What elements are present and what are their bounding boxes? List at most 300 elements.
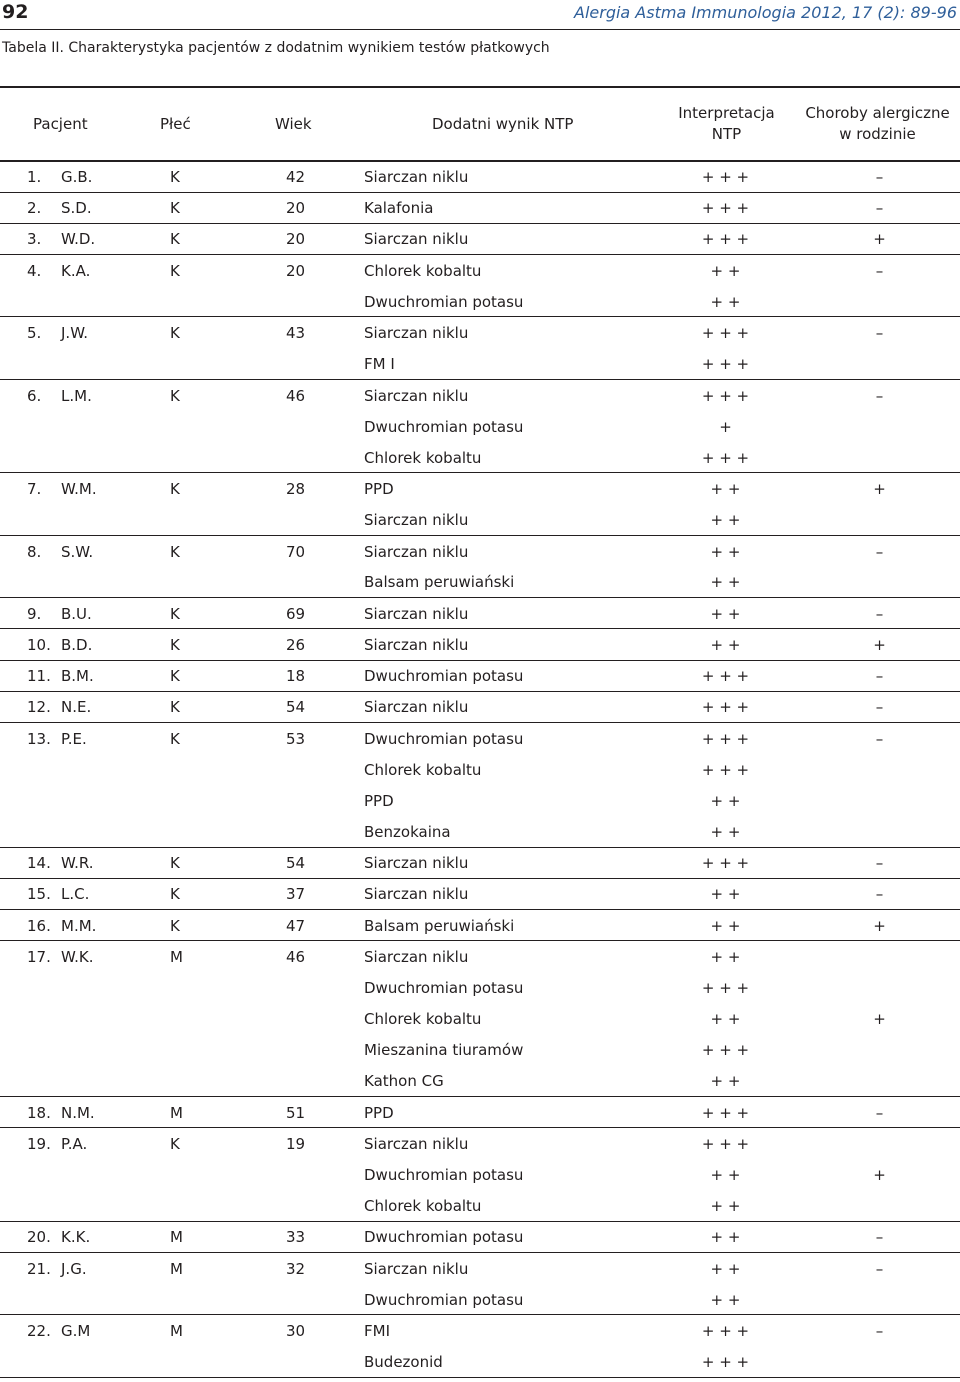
- table-row: [0, 878, 960, 909]
- test-name: Siarczan niklu: [364, 317, 664, 348]
- test-name: Mieszanina tiuramów: [364, 1041, 524, 1060]
- family-history: [793, 566, 960, 597]
- patient-initials: W.M.: [61, 480, 97, 499]
- empty-cell: [247, 1159, 364, 1190]
- patient-id-sex: [0, 223, 247, 254]
- patient-number: 20.: [27, 1228, 51, 1247]
- test-name: PPD: [364, 791, 394, 810]
- test-result: + +: [664, 598, 793, 629]
- patient-sex: K: [170, 729, 180, 748]
- family-history: [793, 816, 960, 847]
- family-history: –: [793, 1221, 960, 1252]
- patient-number: 21.: [27, 1259, 51, 1278]
- empty-cell: [247, 442, 364, 473]
- patient-age: 30: [247, 1315, 364, 1346]
- patient-sex: K: [170, 386, 180, 405]
- test-name: Chlorek kobaltu: [364, 255, 664, 286]
- table-row: [0, 1315, 960, 1346]
- empty-cell: [247, 566, 364, 597]
- test-result: + + +: [701, 978, 750, 997]
- table-row: [0, 504, 960, 535]
- test-name: Siarczan niklu: [364, 878, 664, 909]
- empty-cell: [0, 442, 247, 473]
- patient-id-sex: [0, 660, 247, 691]
- empty-cell: [247, 785, 364, 816]
- family-history: –: [793, 1253, 960, 1284]
- table-row: [0, 286, 960, 317]
- test-result: + +: [710, 1072, 741, 1091]
- patient-initials: P.E.: [61, 729, 87, 748]
- family-history: [793, 348, 960, 379]
- patient-number: 15.: [27, 885, 51, 904]
- test-result: + +: [710, 1010, 741, 1029]
- patient-sex: K: [170, 854, 180, 873]
- test-result: +: [719, 417, 732, 436]
- family-history: [793, 1128, 960, 1159]
- test-name: Chlorek kobaltu: [364, 448, 482, 467]
- table-row: [0, 691, 960, 722]
- patient-initials: B.U.: [61, 604, 92, 623]
- patient-number: 16.: [27, 916, 51, 935]
- table-row: [0, 941, 960, 972]
- family-history: –: [793, 598, 960, 629]
- test-name: Dwuchromian potasu: [364, 1221, 664, 1252]
- patient-id-sex: [0, 598, 247, 629]
- patient-initials: B.D.: [61, 635, 93, 654]
- test-name: Dwuchromian potasu: [364, 1166, 524, 1185]
- patient-initials: S.D.: [61, 199, 92, 218]
- family-history: [793, 411, 960, 442]
- table-row: [0, 785, 960, 816]
- test-result: + + +: [701, 168, 750, 187]
- patient-number: 10.: [27, 635, 51, 654]
- test-name: Dwuchromian potasu: [364, 417, 524, 436]
- test-result: + +: [710, 1290, 741, 1309]
- family-history: +: [793, 473, 960, 504]
- patient-id-sex: [0, 255, 247, 286]
- family-history: [793, 1284, 960, 1315]
- test-name: Balsam peruwiański: [364, 910, 664, 941]
- patient-id-sex: [0, 379, 247, 410]
- test-name: Dwuchromian potasu: [364, 660, 664, 691]
- patient-age: 54: [247, 847, 364, 878]
- patient-initials: K.K.: [61, 1228, 91, 1247]
- test-result: + +: [664, 1253, 793, 1284]
- patient-age: 26: [247, 629, 364, 660]
- test-result: + + +: [701, 1041, 750, 1060]
- family-history: [793, 972, 960, 1003]
- patient-number: 19.: [27, 1135, 51, 1154]
- patient-number: 4.: [27, 261, 42, 280]
- empty-cell: [0, 566, 247, 597]
- patient-age: 20: [247, 255, 364, 286]
- test-result: + + +: [701, 354, 750, 373]
- table-row: [0, 598, 960, 629]
- patient-number: 3.: [27, 230, 42, 249]
- patient-initials: G.M: [61, 1322, 91, 1341]
- family-history: [793, 785, 960, 816]
- patient-initials: J.W.: [61, 324, 89, 343]
- patient-sex: K: [170, 1135, 180, 1154]
- patient-sex: M: [170, 1259, 183, 1278]
- table-row: [0, 161, 960, 192]
- patient-initials: S.W.: [61, 542, 94, 561]
- patient-number: 8.: [27, 542, 42, 561]
- empty-cell: [247, 286, 364, 317]
- col-header-patient: Pacjent: [33, 114, 88, 133]
- test-result: + +: [664, 535, 793, 566]
- table-row: [0, 1034, 960, 1065]
- patient-age: 33: [247, 1221, 364, 1252]
- test-result: + +: [710, 292, 741, 311]
- patient-age: 19: [247, 1128, 364, 1159]
- family-history: +: [873, 1166, 886, 1185]
- table-row: [0, 1346, 960, 1377]
- patient-id-sex: [0, 941, 247, 972]
- patient-age: 20: [247, 192, 364, 223]
- patient-number: 14.: [27, 854, 51, 873]
- family-history: [793, 1065, 960, 1096]
- patient-sex: K: [170, 480, 180, 499]
- test-name: Dwuchromian potasu: [364, 1290, 524, 1309]
- empty-cell: [0, 1284, 247, 1315]
- patient-number: 2.: [27, 199, 42, 218]
- empty-cell: [0, 348, 247, 379]
- test-name: Siarczan niklu: [364, 629, 664, 660]
- test-result: + + +: [701, 760, 750, 779]
- patient-sex: K: [170, 916, 180, 935]
- col-header-test: Dodatni wynik NTP: [364, 87, 664, 161]
- family-history: –: [793, 255, 960, 286]
- patient-age: 43: [247, 317, 364, 348]
- patient-id-sex: [0, 1097, 247, 1128]
- table-row: [0, 972, 960, 1003]
- test-result: + + +: [664, 223, 793, 254]
- test-name: Dwuchromian potasu: [364, 722, 664, 753]
- table-body: [0, 161, 960, 1377]
- test-name: Siarczan niklu: [364, 691, 664, 722]
- table-row: [0, 1190, 960, 1221]
- test-result: + +: [710, 510, 741, 529]
- page-header: [0, 0, 960, 33]
- empty-cell: [247, 1003, 364, 1034]
- header-rule: [0, 29, 960, 30]
- family-history: –: [793, 722, 960, 753]
- table-row: [0, 348, 960, 379]
- test-result: + +: [710, 1166, 741, 1185]
- empty-cell: [0, 1034, 247, 1065]
- patient-sex: M: [170, 1228, 183, 1247]
- family-history: +: [793, 629, 960, 660]
- patient-sex: M: [170, 1103, 183, 1122]
- patient-id-sex: [0, 629, 247, 660]
- patient-id-sex: [0, 192, 247, 223]
- patient-initials: B.M.: [61, 667, 94, 686]
- empty-cell: [247, 1065, 364, 1096]
- patient-sex: M: [170, 948, 183, 967]
- table-row: [0, 660, 960, 691]
- family-history: [793, 442, 960, 473]
- test-result: + +: [664, 629, 793, 660]
- patient-id-sex: [0, 1315, 247, 1346]
- table-row: [0, 847, 960, 878]
- test-result: + + +: [664, 379, 793, 410]
- test-name: Balsam peruwiański: [364, 573, 515, 592]
- table-row: [0, 473, 960, 504]
- family-history: +: [873, 1010, 886, 1029]
- page-number: 92: [2, 1, 29, 23]
- col-header-family: Choroby alergiczne w rodzinie: [793, 87, 960, 161]
- empty-cell: [0, 785, 247, 816]
- patient-sex: K: [170, 324, 180, 343]
- table-row: [0, 910, 960, 941]
- patient-id-sex: [0, 1253, 247, 1284]
- family-history: [793, 941, 960, 972]
- patient-id-sex: [0, 535, 247, 566]
- table-row: [0, 317, 960, 348]
- patient-number: 13.: [27, 729, 51, 748]
- empty-cell: [247, 754, 364, 785]
- test-result: + +: [664, 255, 793, 286]
- test-result: + + +: [664, 192, 793, 223]
- test-name: PPD: [364, 1097, 664, 1128]
- patient-sex: K: [170, 199, 180, 218]
- journal-citation: Alergia Astma Immunologia 2012, 17 (2): 89-96: [574, 3, 957, 22]
- test-result: + +: [710, 791, 741, 810]
- test-name: Siarczan niklu: [364, 223, 664, 254]
- col-header-sex: Płeć: [160, 114, 191, 133]
- patient-number: 22.: [27, 1322, 51, 1341]
- test-result: + +: [664, 910, 793, 941]
- patient-age: 69: [247, 598, 364, 629]
- patient-age: 70: [247, 535, 364, 566]
- patient-initials: W.R.: [61, 854, 94, 873]
- test-name: PPD: [364, 473, 664, 504]
- empty-cell: [247, 816, 364, 847]
- empty-cell: [247, 504, 364, 535]
- test-result: + + +: [664, 1346, 793, 1377]
- test-name: Siarczan niklu: [364, 1128, 664, 1159]
- family-history: –: [793, 1097, 960, 1128]
- family-history: –: [793, 192, 960, 223]
- patient-id-sex: [0, 878, 247, 909]
- family-history: –: [793, 317, 960, 348]
- table-row: [0, 379, 960, 410]
- table-row: [0, 1253, 960, 1284]
- test-name: Siarczan niklu: [364, 535, 664, 566]
- test-result: + +: [664, 1221, 793, 1252]
- patient-initials: L.M.: [61, 386, 92, 405]
- empty-cell: [0, 411, 247, 442]
- patient-sex: K: [170, 542, 180, 561]
- test-name: Siarczan niklu: [364, 941, 664, 972]
- patient-age: 53: [247, 722, 364, 753]
- table-row: [0, 223, 960, 254]
- patient-id-sex: [0, 161, 247, 192]
- patient-sex: K: [170, 604, 180, 623]
- test-name: Benzokaina: [364, 822, 451, 841]
- test-name: Budezonid: [364, 1346, 664, 1377]
- empty-cell: [0, 1003, 247, 1034]
- patient-age: 32: [247, 1253, 364, 1284]
- patient-sex: K: [170, 667, 180, 686]
- col-header-age: Wiek: [247, 87, 364, 161]
- family-history: –: [793, 379, 960, 410]
- patient-age: 37: [247, 878, 364, 909]
- test-name: Chlorek kobaltu: [364, 760, 482, 779]
- patient-number: 6.: [27, 386, 42, 405]
- test-result: + +: [710, 573, 741, 592]
- table-row: [0, 1159, 960, 1190]
- family-history: –: [793, 847, 960, 878]
- patient-sex: K: [170, 698, 180, 717]
- patient-initials: K.A.: [61, 261, 91, 280]
- patient-sex: K: [170, 885, 180, 904]
- patient-sex: K: [170, 230, 180, 249]
- patient-initials: W.D.: [61, 230, 96, 249]
- test-name: FMI: [364, 1315, 664, 1346]
- test-result: + + +: [664, 1315, 793, 1346]
- family-history: –: [793, 535, 960, 566]
- family-history: –: [793, 1315, 960, 1346]
- test-result: + +: [664, 473, 793, 504]
- table-row: [0, 192, 960, 223]
- empty-cell: [0, 1346, 247, 1377]
- empty-cell: [247, 348, 364, 379]
- test-name: Siarczan niklu: [364, 168, 469, 187]
- table-row: [0, 1065, 960, 1096]
- patient-age: 18: [247, 660, 364, 691]
- test-name: Siarczan niklu: [364, 598, 664, 629]
- patient-number: 5.: [27, 324, 42, 343]
- test-result: + + +: [664, 691, 793, 722]
- patient-id-sex: [0, 910, 247, 941]
- patient-sex: K: [170, 635, 180, 654]
- patient-number: 17.: [27, 948, 51, 967]
- table-row: [0, 535, 960, 566]
- family-history: +: [793, 223, 960, 254]
- empty-cell: [247, 1346, 364, 1377]
- family-history: +: [793, 910, 960, 941]
- table-row: [0, 411, 960, 442]
- family-history: [793, 1190, 960, 1221]
- empty-cell: [0, 1159, 247, 1190]
- family-history: [793, 754, 960, 785]
- test-result: + +: [710, 822, 741, 841]
- family-history: [793, 286, 960, 317]
- family-history: –: [875, 168, 884, 187]
- empty-cell: [0, 504, 247, 535]
- table-caption: Tabela II. Charakterystyka pacjentów z dodatnim wynikiem testów płatkowych: [2, 40, 550, 56]
- test-result: + + +: [701, 448, 750, 467]
- table-row: [0, 1221, 960, 1252]
- patient-number: 1.: [27, 168, 42, 187]
- table-row: [0, 629, 960, 660]
- patient-initials: M.M.: [61, 916, 97, 935]
- empty-cell: [247, 411, 364, 442]
- table-row: [0, 1284, 960, 1315]
- patient-initials: P.A.: [61, 1135, 88, 1154]
- family-history: [793, 1346, 960, 1377]
- patient-id-sex: [0, 317, 247, 348]
- patient-id-sex: [0, 473, 247, 504]
- patient-sex: K: [170, 261, 180, 280]
- empty-cell: [247, 1034, 364, 1065]
- table-row: [0, 754, 960, 785]
- patient-initials: G.B.: [61, 168, 93, 187]
- test-name: Siarczan niklu: [364, 510, 469, 529]
- test-name: Siarczan niklu: [364, 847, 664, 878]
- table-row: [0, 1003, 960, 1034]
- empty-cell: [0, 816, 247, 847]
- patient-sex: K: [170, 168, 180, 187]
- patient-age: 46: [247, 379, 364, 410]
- patient-initials: L.C.: [61, 885, 90, 904]
- patient-initials: N.M.: [61, 1103, 95, 1122]
- empty-cell: [247, 972, 364, 1003]
- patient-age: 54: [247, 691, 364, 722]
- table-row: [0, 816, 960, 847]
- test-name: Dwuchromian potasu: [364, 292, 524, 311]
- family-history: –: [793, 660, 960, 691]
- test-name: FM I: [364, 354, 395, 373]
- patient-initials: N.E.: [61, 698, 92, 717]
- empty-cell: [247, 1284, 364, 1315]
- family-history: –: [793, 878, 960, 909]
- table-row: [0, 566, 960, 597]
- family-history: [793, 1034, 960, 1065]
- test-result: + + +: [664, 1128, 793, 1159]
- patient-age: 46: [247, 941, 364, 972]
- test-result: + + +: [664, 317, 793, 348]
- table-row: [0, 442, 960, 473]
- patient-age: 28: [247, 473, 364, 504]
- family-history: [793, 504, 960, 535]
- patient-table: [0, 86, 960, 1378]
- patient-number: 12.: [27, 698, 51, 717]
- patient-id-sex: [0, 1128, 247, 1159]
- table-row: [0, 255, 960, 286]
- table-header-row: [0, 87, 960, 161]
- patient-age: 20: [247, 223, 364, 254]
- family-history: –: [793, 691, 960, 722]
- test-name: Kathon CG: [364, 1072, 444, 1091]
- patient-age: 42: [286, 168, 306, 187]
- col-header-patient-sex: [0, 87, 247, 161]
- test-result: + +: [664, 941, 793, 972]
- patient-sex: M: [170, 1322, 183, 1341]
- test-name: Siarczan niklu: [364, 379, 664, 410]
- empty-cell: [0, 1065, 247, 1096]
- empty-cell: [0, 286, 247, 317]
- test-result: + +: [664, 878, 793, 909]
- patient-age: 51: [247, 1097, 364, 1128]
- table-row: [0, 1097, 960, 1128]
- test-name: Dwuchromian potasu: [364, 978, 524, 997]
- empty-cell: [0, 972, 247, 1003]
- test-result: + + +: [664, 847, 793, 878]
- test-result: + + +: [664, 660, 793, 691]
- test-result: + +: [710, 1197, 741, 1216]
- test-result: + + +: [664, 1097, 793, 1128]
- table-row: [0, 722, 960, 753]
- patient-id-sex: [0, 691, 247, 722]
- patient-number: 18.: [27, 1103, 51, 1122]
- empty-cell: [0, 1190, 247, 1221]
- patient-number: 7.: [27, 480, 42, 499]
- patient-age: 47: [247, 910, 364, 941]
- table-row: [0, 1128, 960, 1159]
